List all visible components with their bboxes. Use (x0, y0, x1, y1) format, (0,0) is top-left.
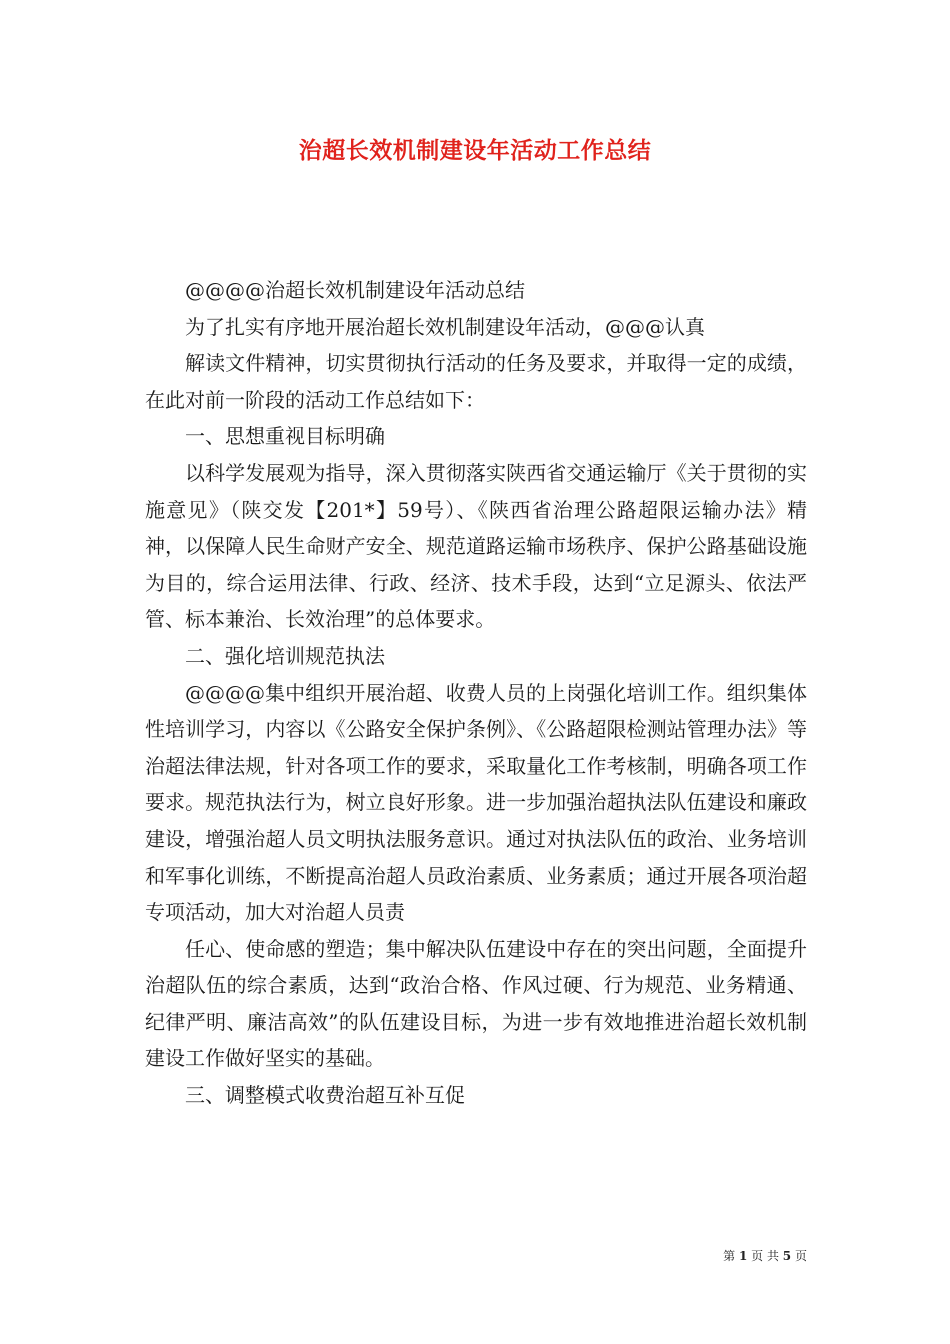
section-heading-3: 三、调整模式收费治超互补互促 (185, 1083, 465, 1108)
footer-prefix: 第 (723, 1249, 736, 1263)
section-heading-2: 二、强化培训规范执法 (185, 643, 385, 668)
footer-middle: 页 共 (751, 1249, 779, 1263)
paragraph-heading-line: @@@@治超长效机制建设年活动总结 (185, 278, 525, 302)
document-body (145, 272, 807, 1114)
paragraph-section-2: @@@@集中组织开展治超、收费人员的上岗强化培训工作。组织集体性培训学习，内容以《公路安全保护条例》、《公路超限检测站管理办法》等治超法律法规，针对各项工作的要求，采取量化工作考核制，明确各项工作要求。规范执法行为，树立良好形象。进一步加强治超执法队伍建设和廉政建设，增强治超人员文明执法服务意识。通过对执法队伍的政治、业务培训和军事化训练，不断提高治超人员政治素质、业务素质；通过开展各项治超专项活动，加大对治超人员责 (145, 680, 807, 925)
paragraph-section-1: 以科学发展观为指导，深入贯彻落实陕西省交通运输厅《关于贯彻的实施意见》（陕交发【201*】59号）、《陕西省治理公路超限运输办法》精神，以保障人民生命财产安全、规范道路运输市场秩序、保护公路基础设施为目的，综合运用法律、行政、经济、技术手段，达到“立足源头、依法严管、标本兼治、长效治理”的总体要求。 (145, 460, 807, 632)
paragraph-intro-continued: 解读文件精神，切实贯彻执行活动的任务及要求，并取得一定的成绩，在此对前一阶段的活动工作总结如下： (145, 351, 807, 412)
footer-current-page: 1 (738, 1249, 748, 1263)
paragraph-section-2-continued: 任心、使命感的塑造；集中解决队伍建设中存在的突出问题，全面提升治超队伍的综合素质，达到“政治合格、作风过硬、行为规范、业务精通、纪律严明、廉洁高效”的队伍建设目标，为进一步有效地推进治超长效机制建设工作做好坚实的基础。 (145, 936, 807, 1071)
page-footer (723, 1247, 807, 1264)
paragraph-intro: 为了扎实有序地开展治超长效机制建设年活动，@@@认真 (185, 314, 705, 339)
footer-total-pages: 5 (782, 1249, 792, 1263)
section-heading-1: 一、思想重视目标明确 (185, 424, 385, 449)
footer-suffix: 页 (794, 1249, 807, 1263)
document-title: 治超长效机制建设年活动工作总结 (298, 137, 652, 164)
